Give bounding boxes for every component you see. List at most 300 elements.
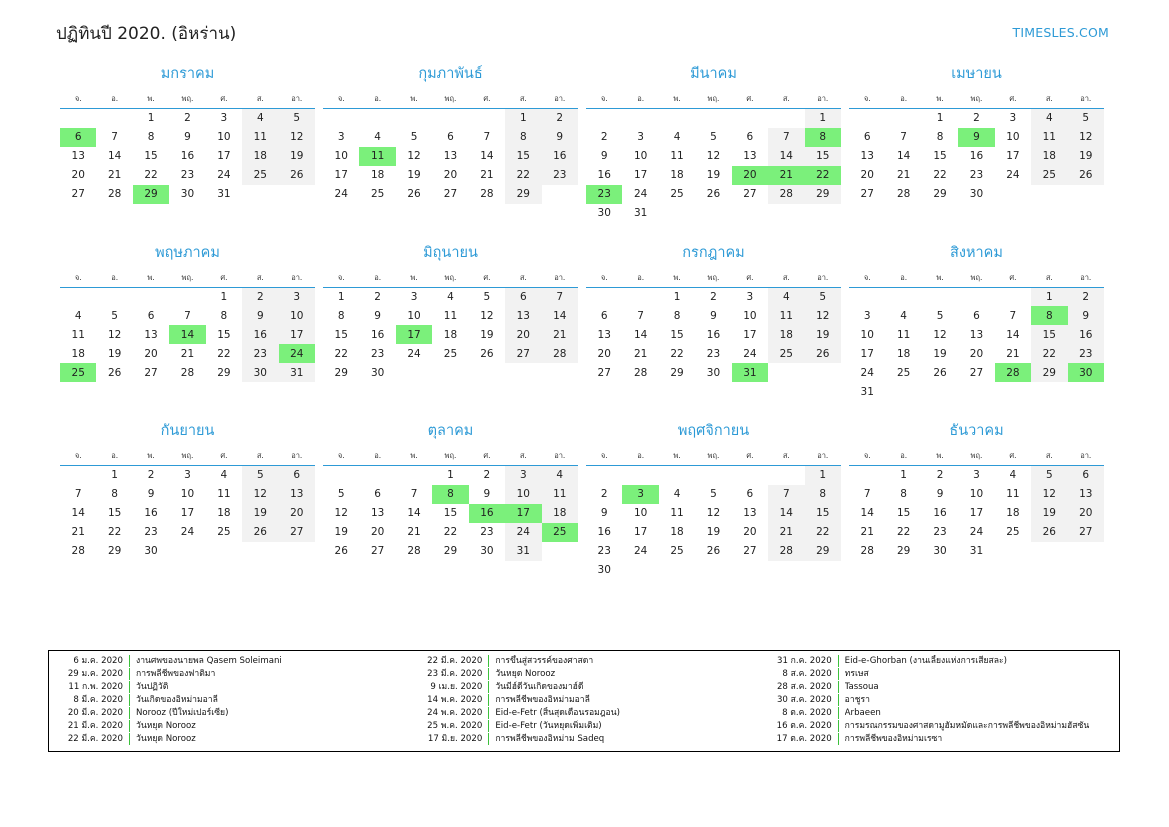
day-cell[interactable]: 8 xyxy=(147,131,155,143)
day-cell[interactable]: 1 xyxy=(220,290,228,303)
day-cell[interactable]: 15 xyxy=(107,507,122,519)
day-cell[interactable]: 22 xyxy=(144,169,158,181)
day-cell[interactable]: 28 xyxy=(480,188,494,200)
day-cell[interactable]: 7 xyxy=(111,131,118,143)
day-cell[interactable]: 20 xyxy=(969,347,984,360)
day-cell[interactable]: 28 xyxy=(633,366,648,379)
day-cell[interactable]: 3 xyxy=(184,469,191,482)
day-cell[interactable]: 6 xyxy=(147,309,155,322)
day-cell[interactable]: 2 xyxy=(147,469,155,482)
day-cell[interactable]: 10 xyxy=(180,488,195,500)
day-cell[interactable]: 8 xyxy=(805,485,841,504)
day-cell[interactable]: 5 xyxy=(1068,109,1104,128)
day-cell[interactable]: 2 xyxy=(374,290,381,303)
day-cell[interactable]: 1 xyxy=(447,469,454,482)
day-cell[interactable]: 23 xyxy=(542,166,578,185)
day-cell[interactable]: 13 xyxy=(443,150,458,162)
day-cell[interactable]: 7 xyxy=(483,131,491,143)
day-cell[interactable]: 1 xyxy=(505,109,541,128)
day-cell[interactable]: 28 xyxy=(768,542,804,561)
day-cell[interactable]: 8 xyxy=(936,131,944,143)
day-cell[interactable]: 24 xyxy=(505,523,541,542)
day-cell[interactable]: 9 xyxy=(710,309,717,322)
day-cell[interactable]: 10 xyxy=(407,309,421,322)
day-cell[interactable]: 14 xyxy=(860,507,874,519)
day-cell[interactable]: 21 xyxy=(896,169,911,181)
day-cell[interactable]: 30 xyxy=(706,366,721,379)
day-cell[interactable]: 7 xyxy=(1009,309,1017,322)
day-cell[interactable]: 23 xyxy=(242,344,278,363)
day-cell[interactable]: 24 xyxy=(407,347,421,360)
day-cell[interactable]: 25 xyxy=(670,188,684,200)
day-cell[interactable]: 21 xyxy=(480,169,494,181)
day-cell[interactable]: 24 xyxy=(633,188,648,200)
day-cell[interactable]: 13 xyxy=(743,150,757,162)
day-cell[interactable]: 9 xyxy=(600,150,608,162)
day-cell[interactable]: 26 xyxy=(242,523,278,542)
day-cell[interactable]: 12 xyxy=(107,328,122,341)
day-cell[interactable]: 18 xyxy=(670,169,684,181)
day-cell[interactable]: 21 xyxy=(407,526,421,538)
day-cell[interactable]: 10 xyxy=(743,309,757,322)
day-cell[interactable]: 14 xyxy=(1006,328,1020,341)
day-cell[interactable]: 21 xyxy=(633,347,648,360)
day-cell[interactable]: 11 xyxy=(359,147,395,166)
day-cell[interactable]: 18 xyxy=(896,347,911,360)
day-cell[interactable]: 6 xyxy=(374,488,381,500)
day-cell[interactable]: 4 xyxy=(768,287,804,306)
day-cell[interactable]: 2 xyxy=(483,469,491,482)
day-cell[interactable]: 27 xyxy=(505,344,541,363)
day-cell[interactable]: 5 xyxy=(936,309,944,322)
day-cell[interactable]: 6 xyxy=(600,309,608,322)
day-cell[interactable]: 11 xyxy=(71,328,85,341)
day-cell[interactable]: 10 xyxy=(217,131,231,143)
day-cell[interactable]: 9 xyxy=(958,128,994,147)
day-cell[interactable]: 1 xyxy=(936,112,944,125)
day-cell[interactable]: 14 xyxy=(542,306,578,325)
day-cell[interactable]: 15 xyxy=(217,328,231,341)
day-cell[interactable]: 10 xyxy=(334,150,348,162)
day-cell[interactable]: 30 xyxy=(242,363,278,382)
day-cell[interactable]: 6 xyxy=(746,131,754,143)
day-cell[interactable]: 13 xyxy=(969,328,984,341)
day-cell[interactable]: 30 xyxy=(933,545,947,557)
day-cell[interactable]: 28 xyxy=(768,185,804,204)
day-cell[interactable]: 9 xyxy=(147,488,155,500)
day-cell[interactable]: 4 xyxy=(900,309,907,322)
day-cell[interactable]: 14 xyxy=(768,504,804,523)
day-cell[interactable]: 12 xyxy=(805,306,841,325)
day-cell[interactable]: 18 xyxy=(370,169,385,181)
day-cell[interactable]: 24 xyxy=(334,188,348,200)
day-cell[interactable]: 31 xyxy=(505,542,541,561)
day-cell[interactable]: 8 xyxy=(337,309,345,322)
day-cell[interactable]: 29 xyxy=(443,545,458,557)
day-cell[interactable]: 6 xyxy=(447,131,454,143)
day-cell[interactable]: 5 xyxy=(337,488,345,500)
day-cell[interactable]: 6 xyxy=(973,309,980,322)
day-cell[interactable]: 5 xyxy=(1031,466,1067,485)
day-cell[interactable]: 20 xyxy=(505,325,541,344)
day-cell[interactable]: 24 xyxy=(279,344,315,363)
day-cell[interactable]: 16 xyxy=(469,504,505,523)
day-cell[interactable]: 27 xyxy=(597,366,611,379)
day-cell[interactable]: 9 xyxy=(600,507,608,519)
day-cell[interactable]: 20 xyxy=(443,169,458,181)
day-cell[interactable]: 26 xyxy=(407,188,421,200)
day-cell[interactable]: 15 xyxy=(933,150,947,162)
day-cell[interactable]: 5 xyxy=(111,309,118,322)
day-cell[interactable]: 10 xyxy=(1006,131,1020,143)
day-cell[interactable]: 9 xyxy=(542,128,578,147)
day-cell[interactable]: 25 xyxy=(768,344,804,363)
day-cell[interactable]: 21 xyxy=(180,347,195,360)
day-cell[interactable]: 27 xyxy=(860,188,874,200)
day-cell[interactable]: 16 xyxy=(706,328,721,341)
day-cell[interactable]: 11 xyxy=(670,150,684,162)
day-cell[interactable]: 27 xyxy=(370,545,385,557)
day-cell[interactable]: 3 xyxy=(637,131,644,143)
day-cell[interactable]: 29 xyxy=(107,545,122,557)
day-cell[interactable]: 7 xyxy=(863,488,871,500)
day-cell[interactable]: 6 xyxy=(1068,466,1104,485)
day-cell[interactable]: 20 xyxy=(743,526,757,538)
day-cell[interactable]: 27 xyxy=(443,188,458,200)
day-cell[interactable]: 13 xyxy=(1068,485,1104,504)
day-cell[interactable]: 2 xyxy=(600,131,608,143)
day-cell[interactable]: 3 xyxy=(220,112,228,125)
day-cell[interactable]: 7 xyxy=(637,309,644,322)
day-cell[interactable]: 23 xyxy=(180,169,195,181)
day-cell[interactable]: 17 xyxy=(743,328,757,341)
day-cell[interactable]: 13 xyxy=(71,150,85,162)
day-cell[interactable]: 16 xyxy=(597,526,611,538)
day-cell[interactable]: 27 xyxy=(279,523,315,542)
day-cell[interactable]: 28 xyxy=(995,363,1031,382)
day-cell[interactable]: 27 xyxy=(969,366,984,379)
day-cell[interactable]: 30 xyxy=(370,366,385,379)
day-cell[interactable]: 20 xyxy=(279,504,315,523)
day-cell[interactable]: 9 xyxy=(184,131,191,143)
day-cell[interactable]: 17 xyxy=(279,325,315,344)
day-cell[interactable]: 12 xyxy=(480,309,494,322)
day-cell[interactable]: 25 xyxy=(1006,526,1020,538)
day-cell[interactable]: 5 xyxy=(410,131,418,143)
day-cell[interactable]: 16 xyxy=(370,328,385,341)
day-cell[interactable]: 12 xyxy=(407,150,421,162)
day-cell[interactable]: 10 xyxy=(969,488,984,500)
day-cell[interactable]: 15 xyxy=(443,507,458,519)
day-cell[interactable]: 4 xyxy=(1009,469,1017,482)
day-cell[interactable]: 3 xyxy=(410,290,418,303)
day-cell[interactable]: 4 xyxy=(673,131,681,143)
day-cell[interactable]: 26 xyxy=(706,188,721,200)
day-cell[interactable]: 20 xyxy=(597,347,611,360)
day-cell[interactable]: 15 xyxy=(896,507,911,519)
day-cell[interactable]: 18 xyxy=(1031,147,1067,166)
day-cell[interactable]: 17 xyxy=(334,169,348,181)
day-cell[interactable]: 20 xyxy=(860,169,874,181)
day-cell[interactable]: 10 xyxy=(633,150,648,162)
day-cell[interactable]: 28 xyxy=(71,545,85,557)
day-cell[interactable]: 23 xyxy=(706,347,721,360)
day-cell[interactable]: 6 xyxy=(279,466,315,485)
day-cell[interactable]: 10 xyxy=(505,485,541,504)
day-cell[interactable]: 19 xyxy=(407,169,421,181)
day-cell[interactable]: 12 xyxy=(334,507,348,519)
day-cell[interactable]: 18 xyxy=(670,526,684,538)
day-cell[interactable]: 31 xyxy=(860,385,874,398)
day-cell[interactable]: 5 xyxy=(279,109,315,128)
day-cell[interactable]: 17 xyxy=(860,347,874,360)
day-cell[interactable]: 13 xyxy=(743,507,757,519)
day-cell[interactable]: 22 xyxy=(805,523,841,542)
day-cell[interactable]: 14 xyxy=(896,150,911,162)
day-cell[interactable]: 22 xyxy=(896,526,911,538)
day-cell[interactable]: 24 xyxy=(633,545,648,557)
day-cell[interactable]: 28 xyxy=(407,545,421,557)
day-cell[interactable]: 1 xyxy=(1031,287,1067,306)
day-cell[interactable]: 11 xyxy=(1006,488,1020,500)
day-cell[interactable]: 21 xyxy=(768,166,804,185)
day-cell[interactable]: 17 xyxy=(633,169,648,181)
day-cell[interactable]: 15 xyxy=(670,328,684,341)
day-cell[interactable]: 29 xyxy=(670,366,684,379)
day-cell[interactable]: 24 xyxy=(1006,169,1020,181)
day-cell[interactable]: 2 xyxy=(184,112,191,125)
day-cell[interactable]: 22 xyxy=(107,526,122,538)
day-cell[interactable]: 3 xyxy=(622,485,658,504)
day-cell[interactable]: 21 xyxy=(1006,347,1020,360)
day-cell[interactable]: 12 xyxy=(1068,128,1104,147)
day-cell[interactable]: 22 xyxy=(805,166,841,185)
day-cell[interactable]: 12 xyxy=(1031,485,1067,504)
day-cell[interactable]: 23 xyxy=(480,526,494,538)
day-cell[interactable]: 22 xyxy=(334,347,348,360)
day-cell[interactable]: 15 xyxy=(805,147,841,166)
day-cell[interactable]: 5 xyxy=(710,131,717,143)
day-cell[interactable]: 6 xyxy=(60,128,96,147)
day-cell[interactable]: 30 xyxy=(597,207,611,219)
day-cell[interactable]: 9 xyxy=(374,309,381,322)
day-cell[interactable]: 29 xyxy=(1031,363,1067,382)
day-cell[interactable]: 16 xyxy=(144,507,158,519)
day-cell[interactable]: 19 xyxy=(1031,504,1067,523)
day-cell[interactable]: 16 xyxy=(933,507,947,519)
day-cell[interactable]: 28 xyxy=(180,366,195,379)
day-cell[interactable]: 31 xyxy=(279,363,315,382)
day-cell[interactable]: 13 xyxy=(144,328,158,341)
day-cell[interactable]: 1 xyxy=(900,469,907,482)
day-cell[interactable]: 3 xyxy=(1009,112,1017,125)
day-cell[interactable]: 8 xyxy=(673,309,681,322)
day-cell[interactable]: 1 xyxy=(805,109,841,128)
day-cell[interactable]: 25 xyxy=(217,526,231,538)
day-cell[interactable]: 12 xyxy=(242,485,278,504)
day-cell[interactable]: 17 xyxy=(396,325,432,344)
day-cell[interactable]: 26 xyxy=(706,545,721,557)
day-cell[interactable]: 1 xyxy=(147,112,155,125)
day-cell[interactable]: 24 xyxy=(217,169,231,181)
day-cell[interactable]: 4 xyxy=(74,309,82,322)
day-cell[interactable]: 2 xyxy=(710,290,717,303)
day-cell[interactable]: 8 xyxy=(432,485,468,504)
day-cell[interactable]: 3 xyxy=(863,309,871,322)
day-cell[interactable]: 4 xyxy=(1031,109,1067,128)
day-cell[interactable]: 1 xyxy=(673,290,681,303)
day-cell[interactable]: 5 xyxy=(805,287,841,306)
day-cell[interactable]: 31 xyxy=(732,363,768,382)
day-cell[interactable]: 16 xyxy=(597,169,611,181)
day-cell[interactable]: 9 xyxy=(242,306,278,325)
day-cell[interactable]: 14 xyxy=(169,325,205,344)
day-cell[interactable]: 21 xyxy=(542,325,578,344)
day-cell[interactable]: 25 xyxy=(443,347,458,360)
day-cell[interactable]: 19 xyxy=(805,325,841,344)
day-cell[interactable]: 16 xyxy=(969,150,984,162)
day-cell[interactable]: 29 xyxy=(805,185,841,204)
day-cell[interactable]: 18 xyxy=(71,347,85,360)
day-cell[interactable]: 28 xyxy=(542,344,578,363)
day-cell[interactable]: 3 xyxy=(279,287,315,306)
day-cell[interactable]: 12 xyxy=(279,128,315,147)
day-cell[interactable]: 8 xyxy=(505,128,541,147)
day-cell[interactable]: 23 xyxy=(933,526,947,538)
day-cell[interactable]: 6 xyxy=(746,488,754,500)
day-cell[interactable]: 10 xyxy=(633,507,648,519)
day-cell[interactable]: 29 xyxy=(505,185,541,204)
day-cell[interactable]: 6 xyxy=(863,131,871,143)
day-cell[interactable]: 2 xyxy=(242,287,278,306)
day-cell[interactable]: 17 xyxy=(180,507,195,519)
day-cell[interactable]: 20 xyxy=(732,166,768,185)
day-cell[interactable]: 19 xyxy=(334,526,348,538)
day-cell[interactable]: 11 xyxy=(896,328,911,341)
day-cell[interactable]: 4 xyxy=(242,109,278,128)
day-cell[interactable]: 1 xyxy=(805,466,841,485)
day-cell[interactable]: 14 xyxy=(768,147,804,166)
day-cell[interactable]: 25 xyxy=(896,366,911,379)
day-cell[interactable]: 30 xyxy=(480,545,494,557)
day-cell[interactable]: 19 xyxy=(706,169,721,181)
day-cell[interactable]: 25 xyxy=(60,363,96,382)
day-cell[interactable]: 11 xyxy=(768,306,804,325)
day-cell[interactable]: 26 xyxy=(334,545,348,557)
day-cell[interactable]: 5 xyxy=(483,290,491,303)
day-cell[interactable]: 4 xyxy=(220,469,228,482)
day-cell[interactable]: 3 xyxy=(973,469,980,482)
day-cell[interactable]: 12 xyxy=(933,328,947,341)
day-cell[interactable]: 5 xyxy=(710,488,717,500)
day-cell[interactable]: 19 xyxy=(933,347,947,360)
day-cell[interactable]: 30 xyxy=(180,188,195,200)
day-cell[interactable]: 20 xyxy=(1068,504,1104,523)
day-cell[interactable]: 18 xyxy=(443,328,458,341)
day-cell[interactable]: 29 xyxy=(217,366,231,379)
day-cell[interactable]: 10 xyxy=(860,328,874,341)
day-cell[interactable]: 15 xyxy=(805,504,841,523)
day-cell[interactable]: 22 xyxy=(670,347,684,360)
day-cell[interactable]: 12 xyxy=(706,507,721,519)
day-cell[interactable]: 11 xyxy=(443,309,458,322)
day-cell[interactable]: 25 xyxy=(670,545,684,557)
day-cell[interactable]: 7 xyxy=(184,309,191,322)
day-cell[interactable]: 26 xyxy=(805,344,841,363)
day-cell[interactable]: 29 xyxy=(896,545,911,557)
day-cell[interactable]: 20 xyxy=(71,169,85,181)
day-cell[interactable]: 19 xyxy=(480,328,494,341)
day-cell[interactable]: 13 xyxy=(279,485,315,504)
day-cell[interactable]: 20 xyxy=(370,526,385,538)
day-cell[interactable]: 9 xyxy=(1068,306,1104,325)
day-cell[interactable]: 27 xyxy=(1068,523,1104,542)
day-cell[interactable]: 26 xyxy=(480,347,494,360)
day-cell[interactable]: 30 xyxy=(597,564,611,576)
day-cell[interactable]: 3 xyxy=(337,131,345,143)
day-cell[interactable]: 27 xyxy=(743,545,757,557)
day-cell[interactable]: 19 xyxy=(279,147,315,166)
day-cell[interactable]: 2 xyxy=(600,488,608,500)
day-cell[interactable]: 22 xyxy=(1031,344,1067,363)
day-cell[interactable]: 22 xyxy=(217,347,231,360)
day-cell[interactable]: 29 xyxy=(933,188,947,200)
day-cell[interactable]: 26 xyxy=(279,166,315,185)
day-cell[interactable]: 26 xyxy=(933,366,947,379)
day-cell[interactable]: 15 xyxy=(334,328,348,341)
day-cell[interactable]: 25 xyxy=(542,523,578,542)
day-cell[interactable]: 16 xyxy=(542,147,578,166)
day-cell[interactable]: 23 xyxy=(1068,344,1104,363)
day-cell[interactable]: 2 xyxy=(542,109,578,128)
day-cell[interactable]: 15 xyxy=(505,147,541,166)
day-cell[interactable]: 16 xyxy=(242,325,278,344)
day-cell[interactable]: 4 xyxy=(374,131,381,143)
day-cell[interactable]: 5 xyxy=(242,466,278,485)
day-cell[interactable]: 26 xyxy=(1031,523,1067,542)
day-cell[interactable]: 18 xyxy=(768,325,804,344)
day-cell[interactable]: 13 xyxy=(370,507,385,519)
day-cell[interactable]: 14 xyxy=(71,507,85,519)
day-cell[interactable]: 17 xyxy=(1006,150,1020,162)
day-cell[interactable]: 4 xyxy=(673,488,681,500)
day-cell[interactable]: 18 xyxy=(542,504,578,523)
day-cell[interactable]: 29 xyxy=(133,185,169,204)
day-cell[interactable]: 4 xyxy=(447,290,454,303)
day-cell[interactable]: 29 xyxy=(334,366,348,379)
day-cell[interactable]: 9 xyxy=(936,488,944,500)
day-cell[interactable]: 20 xyxy=(144,347,158,360)
day-cell[interactable]: 18 xyxy=(217,507,231,519)
day-cell[interactable]: 24 xyxy=(969,526,984,538)
day-cell[interactable]: 8 xyxy=(805,128,841,147)
day-cell[interactable]: 11 xyxy=(242,128,278,147)
day-cell[interactable]: 11 xyxy=(670,507,684,519)
day-cell[interactable]: 7 xyxy=(542,287,578,306)
day-cell[interactable]: 3 xyxy=(505,466,541,485)
day-cell[interactable]: 15 xyxy=(144,150,158,162)
day-cell[interactable]: 29 xyxy=(805,542,841,561)
day-cell[interactable]: 27 xyxy=(743,188,757,200)
day-cell[interactable]: 25 xyxy=(1031,166,1067,185)
day-cell[interactable]: 7 xyxy=(410,488,418,500)
day-cell[interactable]: 21 xyxy=(107,169,122,181)
day-cell[interactable]: 14 xyxy=(633,328,648,341)
day-cell[interactable]: 31 xyxy=(969,545,984,557)
day-cell[interactable]: 1 xyxy=(337,290,345,303)
day-cell[interactable]: 3 xyxy=(746,290,754,303)
day-cell[interactable]: 26 xyxy=(1068,166,1104,185)
